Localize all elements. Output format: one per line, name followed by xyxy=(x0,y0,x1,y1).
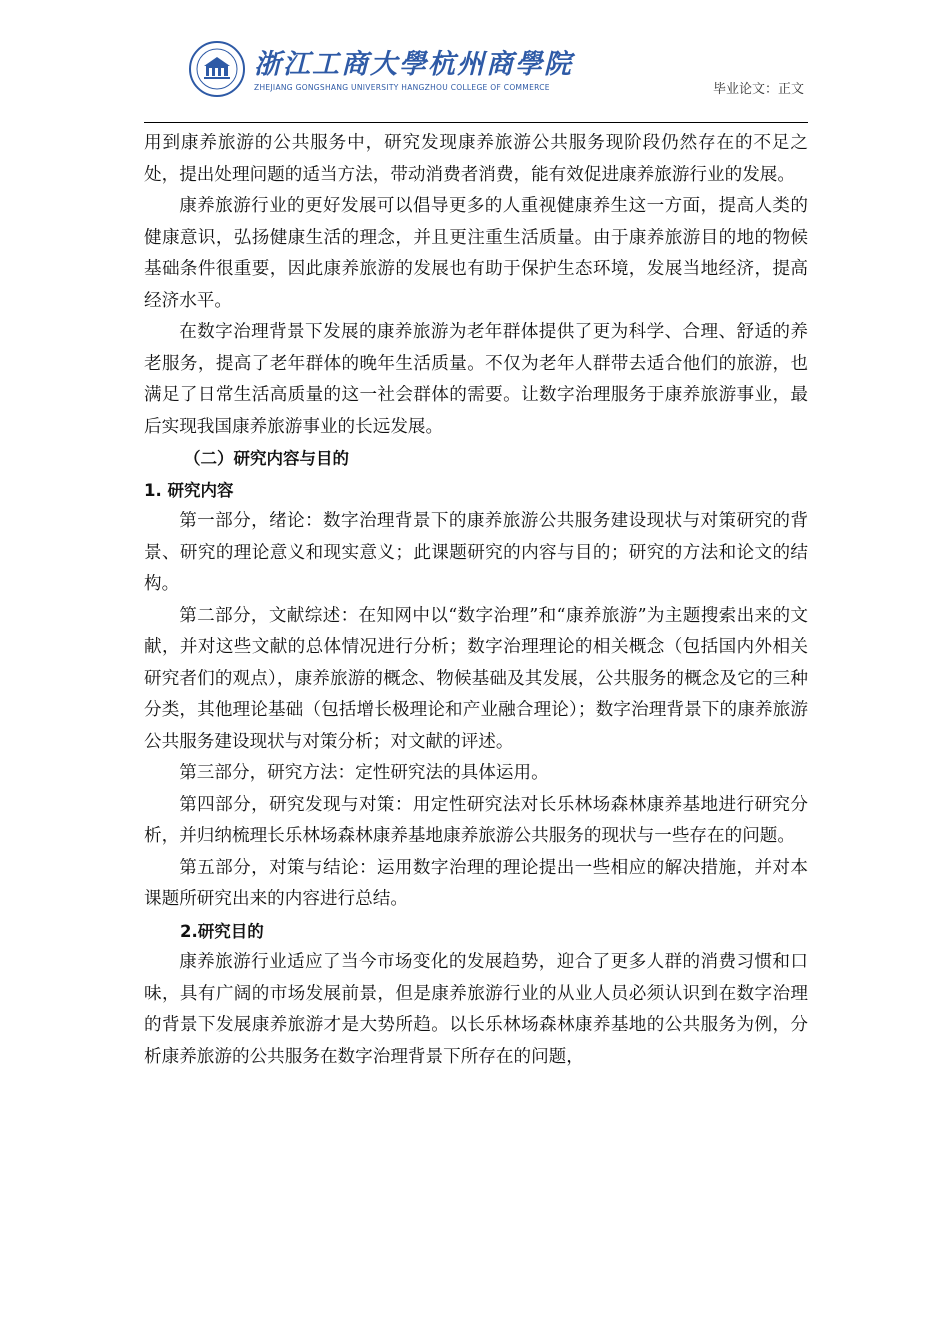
page-header xyxy=(144,36,808,122)
paragraph: 在数字治理背景下发展的康养旅游为老年群体提供了更为科学、合理、舒适的养老服务，提高了老年群体的晚年生活质量。不仅为老年人群带去适合他们的旅游，也满足了日常生活高质量的这一社会群体的需要。让数字治理服务于康养旅游事业，最后实现我国康养旅游事业的长远发展。 xyxy=(144,322,808,437)
paragraph: 第五部分，对策与结论：运用数字治理的理论提出一些相应的解决措施，并对本课题所研究出来的内容进行总结。 xyxy=(144,857,808,909)
header-divider xyxy=(144,122,808,123)
subsection-heading: 2.研究目的 xyxy=(180,921,264,941)
paragraph: 第四部分，研究发现与对策：用定性研究法对长乐林场森林康养基地进行研究分析，并归纳梳理长乐林场森林康养基地康养旅游公共服务的现状与一些存在的问题。 xyxy=(144,794,808,846)
university-seal-icon xyxy=(188,40,246,98)
paragraph: 第二部分，文献综述：在知网中以“数字治理”和“康养旅游”为主题搜索出来的文献，并对这些文献的总体情况进行分析；数字治理理论的相关概念（包括国内外相关研究者们的观点），康养旅游的概念、物候基础及其发展，公共服务的概念及它的三种分类，其他理论基础（包括增长极理论和产业融合理论）；数字治理背景下的康养旅游公共服务建设现状与对策分析；对文献的评述。 xyxy=(144,605,808,752)
logo-chinese-name: 浙江工商大學杭州商學院 xyxy=(254,49,573,80)
paragraph: 第三部分，研究方法：定性研究法的具体运用。 xyxy=(179,763,549,783)
paragraph: 康养旅游行业适应了当今市场变化的发展趋势，迎合了更多人群的消费习惯和口味，具有广阔的市场发展前景，但是康养旅游行业的从业人员必须认识到在数字治理的背景下发展康养旅游才是大势所趋。以长乐林场森林康养基地的公共服务为例，分析康养旅游的公共服务在数字治理背景下所存在的问题， xyxy=(144,952,808,1067)
paragraph: 康养旅游行业的更好发展可以倡导更多的人重视健康养生这一方面，提高人类的健康意识，弘扬健康生活的理念，并且更注重生活质量。由于康养旅游目的地的物候基础条件很重要，因此康养旅游的发展也有助于保护生态环境，发展当地经济，提高经济水平。 xyxy=(144,196,808,311)
logo-english-name: ZHEJIANG GONGSHANG UNIVERSITY HANGZHOU COLLEGE OF COMMERCE xyxy=(254,83,550,92)
university-logo xyxy=(254,42,573,92)
header-section-label: 毕业论文：正文 xyxy=(712,82,804,97)
subsection-heading: 1. 研究内容 xyxy=(144,480,234,500)
section-heading: （二）研究内容与目的 xyxy=(184,449,349,468)
paragraph: 第一部分，绪论：数字治理背景下的康养旅游公共服务建设现状与对策研究的背景、研究的理论意义和现实意义；此课题研究的内容与目的；研究的方法和论文的结构。 xyxy=(144,511,808,594)
body-text xyxy=(144,128,808,1073)
paragraph: 用到康养旅游的公共服务中，研究发现康养旅游公共服务现阶段仍然存在的不足之处，提出处理问题的适当方法，带动消费者消费，能有效促进康养旅游行业的发展。 xyxy=(144,133,808,185)
